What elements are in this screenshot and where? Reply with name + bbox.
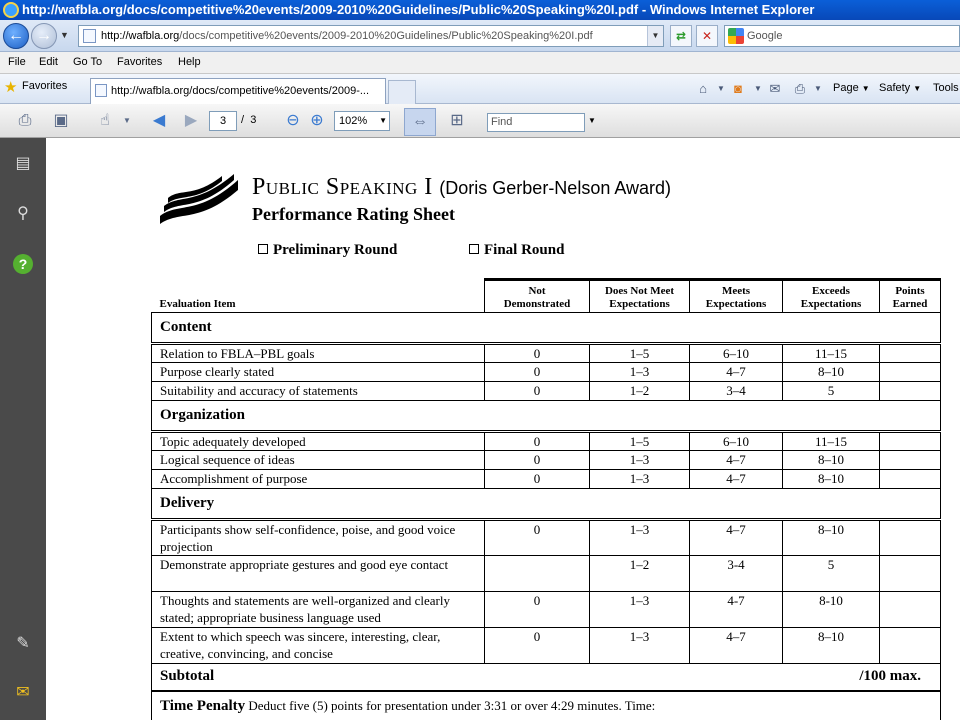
score-cell: 1–3	[590, 520, 690, 556]
score-cell: 0	[485, 592, 590, 628]
score-cell: 6–10	[690, 432, 783, 451]
zoom-in-icon[interactable]: ⊕	[310, 112, 324, 129]
checkbox-icon	[469, 244, 479, 254]
menu-go-to[interactable]: Go To	[73, 56, 103, 68]
stop-icon: ✕	[701, 29, 713, 43]
document-title	[252, 174, 671, 201]
refresh-icon: ⇄	[675, 29, 687, 43]
score-cell: 0	[485, 363, 590, 382]
document-subtitle: Performance Rating Sheet	[252, 204, 455, 224]
home-icon[interactable]: ⌂	[699, 81, 707, 96]
forward-button[interactable]	[31, 23, 57, 49]
score-cell: 0	[485, 628, 590, 664]
url-dropdown-icon[interactable]: ▼	[647, 26, 663, 46]
column-header-line: Points	[895, 285, 925, 297]
column-header-meets	[690, 280, 783, 313]
tab-title: http://wafbla.org/docs/competitive%20events/2009-...	[111, 85, 370, 97]
find-dropdown-icon[interactable]: ▼	[588, 116, 596, 125]
evaluation-item: Extent to which speech was sincere, interesting, clear, creative, convincing, and concise	[152, 628, 485, 664]
stop-button[interactable]	[696, 25, 718, 47]
new-tab-button[interactable]	[388, 80, 416, 104]
fit-width-button[interactable]	[404, 108, 436, 136]
score-cell: 4–7	[690, 628, 783, 664]
score-cell: 1–3	[590, 451, 690, 470]
evaluation-item: Thoughts and statements are well-organized and clearly stated; appropriate business language used	[152, 592, 485, 628]
table-row	[152, 556, 941, 592]
column-header-line: Demonstrated	[503, 298, 571, 310]
tab-page-icon	[95, 84, 107, 97]
attachments-paperclip-icon[interactable]: ✎	[16, 635, 30, 652]
score-cell: 1–3	[590, 363, 690, 382]
points-earned-cell	[880, 451, 941, 470]
find-binoculars-icon[interactable]: ⚲	[17, 205, 29, 222]
time-penalty-cell	[152, 691, 941, 720]
score-cell: 3-4	[690, 556, 783, 592]
home-dropdown-icon[interactable]: ▼	[717, 84, 725, 93]
menu-bar	[0, 52, 960, 74]
score-cell: 1–5	[590, 344, 690, 363]
select-tool-dropdown-icon[interactable]: ▼	[123, 116, 131, 125]
forward-arrow-icon: →	[36, 27, 52, 44]
score-cell: 4–7	[690, 520, 783, 556]
evaluation-item: Accomplishment of purpose	[152, 470, 485, 489]
column-header-points-earned	[880, 280, 941, 313]
column-header-exceeds	[783, 280, 880, 313]
preliminary-round-label: Preliminary Round	[273, 242, 398, 258]
points-earned-cell	[880, 592, 941, 628]
table-row	[152, 470, 941, 489]
page-number-input[interactable]	[209, 111, 237, 131]
next-page-icon[interactable]: ▶	[184, 112, 198, 129]
score-cell: 3–4	[690, 382, 783, 401]
points-earned-cell	[880, 344, 941, 363]
browser-tab[interactable]	[90, 78, 386, 104]
score-cell: 1–3	[590, 470, 690, 489]
score-cell: 1–2	[590, 556, 690, 592]
score-cell: 1–3	[590, 592, 690, 628]
section-row-content	[152, 313, 941, 344]
score-cell: 11–15	[783, 432, 880, 451]
evaluation-item-header: Evaluation Item	[152, 280, 485, 313]
points-earned-cell	[880, 520, 941, 556]
evaluation-item: Demonstrate appropriate gestures and good eye contact	[152, 556, 485, 592]
score-cell: 4–7	[690, 363, 783, 382]
score-cell: 8–10	[783, 628, 880, 664]
search-input[interactable]	[724, 25, 960, 47]
safety-menu-dropdown-icon: ▼	[913, 84, 922, 93]
score-cell: 11–15	[783, 344, 880, 363]
points-earned-cell	[880, 363, 941, 382]
url-path: /docs/competitive%20events/2009-2010%20Guidelines/Public%20Speaking%20I.pdf	[179, 30, 593, 42]
score-cell: 0	[485, 470, 590, 489]
final-round-option[interactable]	[469, 242, 564, 259]
evaluation-item: Suitability and accuracy of statements	[152, 382, 485, 401]
zoom-out-icon[interactable]: ⊖	[286, 112, 300, 129]
score-cell: 5	[783, 556, 880, 592]
points-earned-cell	[880, 432, 941, 451]
print-dropdown-icon[interactable]: ▼	[814, 84, 822, 93]
score-cell: 8–10	[783, 520, 880, 556]
section-title: Organization	[152, 401, 941, 432]
subtotal-row	[152, 664, 941, 691]
subtotal-label: Subtotal	[160, 668, 215, 685]
page-separator: /	[241, 114, 245, 126]
back-arrow-icon: ←	[8, 27, 24, 44]
section-title: Delivery	[152, 489, 941, 520]
favorites-label: Favorites	[22, 80, 68, 92]
section-row-organization	[152, 401, 941, 432]
column-header-line: Meets	[721, 285, 751, 297]
page-menu-dropdown-icon: ▼	[861, 84, 870, 93]
zoom-level: 102%	[339, 115, 368, 127]
evaluation-item: Relation to FBLA–PBL goals	[152, 344, 485, 363]
pages-panel-icon[interactable]: ▤	[15, 155, 31, 172]
previous-page-icon[interactable]: ◀	[152, 112, 166, 129]
table-row	[152, 363, 941, 382]
column-header-line: Does Not Meet	[604, 285, 675, 297]
address-bar	[0, 20, 960, 52]
score-cell: 4–7	[690, 470, 783, 489]
time-penalty-row	[152, 691, 941, 720]
subtotal-max: /100 max.	[859, 668, 921, 685]
score-cell: 1–3	[590, 628, 690, 664]
page-menu-label: Page	[833, 82, 859, 94]
menu-file[interactable]: File	[8, 56, 26, 68]
performance-rating-table	[151, 278, 941, 720]
safety-menu-label: Safety	[879, 82, 911, 94]
column-header-not-demonstrated	[485, 280, 590, 313]
score-cell: 0	[485, 451, 590, 470]
section-title: Content	[152, 313, 941, 344]
comments-icon[interactable]: ✉	[16, 684, 30, 701]
subtotal-cell	[152, 664, 941, 691]
evaluation-item: Topic adequately developed	[152, 432, 485, 451]
tools-menu[interactable]: Tools	[933, 82, 959, 94]
pdf-save-icon[interactable]: ▣	[53, 112, 69, 129]
window-title-bar	[0, 0, 960, 20]
recent-pages-dropdown-icon[interactable]: ▼	[60, 30, 69, 40]
score-cell: 1–5	[590, 432, 690, 451]
favorites-button[interactable]	[4, 79, 68, 96]
score-cell: 6–10	[690, 344, 783, 363]
find-placeholder: Find	[491, 116, 513, 128]
window-title: http://wafbla.org/docs/competitive%20events/2009-2010%20Guidelines/Public%20Speaking%20I.pdf - Windows Internet Explorer	[22, 2, 815, 17]
preliminary-round-option[interactable]	[258, 242, 397, 259]
table-row	[152, 592, 941, 628]
column-header-line: Not	[528, 285, 546, 297]
find-input[interactable]	[487, 113, 585, 132]
url-input[interactable]	[78, 25, 664, 47]
ie-logo-icon	[3, 2, 19, 18]
column-header-line: Exceeds	[812, 285, 850, 297]
star-icon: ★	[4, 79, 18, 96]
safety-menu[interactable]	[879, 82, 921, 94]
url-domain: http://wafbla.org	[101, 30, 180, 42]
score-cell: 0	[485, 432, 590, 451]
time-penalty-text: Deduct five (5) points for presentation under 3:31 or over 4:29 minutes. Time:	[248, 698, 656, 713]
table-row	[152, 432, 941, 451]
table-row	[152, 344, 941, 363]
column-header-does-not-meet	[590, 280, 690, 313]
score-cell: 0	[485, 382, 590, 401]
favorites-bar	[0, 74, 960, 104]
total-pages: 3	[250, 114, 257, 126]
column-header-line: Expectations	[800, 298, 862, 310]
help-icon[interactable]: ?	[13, 254, 33, 274]
back-button[interactable]	[3, 23, 29, 49]
menu-edit[interactable]: Edit	[39, 56, 58, 68]
event-name: Public Speaking I	[252, 174, 433, 200]
table-row	[152, 382, 941, 401]
column-header-line: Earned	[892, 298, 928, 310]
score-cell: 8-10	[783, 592, 880, 628]
fit-page-icon[interactable]: ⊞	[450, 112, 464, 129]
evaluation-item: Logical sequence of ideas	[152, 451, 485, 470]
score-cell: 4-7	[690, 592, 783, 628]
table-row	[152, 451, 941, 470]
score-cell: 0	[485, 344, 590, 363]
score-cell: 8–10	[783, 363, 880, 382]
column-header-line: Expectations	[609, 298, 670, 310]
score-cell: 1–2	[590, 382, 690, 401]
evaluation-item: Participants show self-confidence, poise, and good voice projection	[152, 520, 485, 556]
print-icon[interactable]: ⎙	[794, 81, 806, 96]
score-cell: 8–10	[783, 470, 880, 489]
score-cell: 0	[485, 520, 590, 556]
evaluation-item: Purpose clearly stated	[152, 363, 485, 382]
time-penalty-label: Time Penalty	[160, 698, 246, 714]
column-header-line: Expectations	[705, 298, 767, 310]
feeds-dropdown-icon[interactable]: ▼	[754, 84, 762, 93]
points-earned-cell	[880, 470, 941, 489]
points-earned-cell	[880, 556, 941, 592]
menu-help[interactable]: Help	[178, 56, 201, 68]
section-row-delivery	[152, 489, 941, 520]
page-menu[interactable]	[833, 82, 870, 94]
checkbox-icon	[258, 244, 268, 254]
page-icon	[83, 29, 96, 43]
pdf-document-page	[46, 138, 960, 720]
search-placeholder: Google	[747, 30, 783, 42]
table-header-row	[152, 280, 941, 313]
award-name: (Doris Gerber-Nelson Award)	[439, 178, 672, 198]
refresh-button[interactable]	[670, 25, 692, 47]
mail-icon[interactable]: ✉	[769, 81, 781, 96]
fbla-flag-logo-icon	[158, 172, 240, 226]
score-cell: 5	[783, 382, 880, 401]
points-earned-cell	[880, 382, 941, 401]
score-cell	[485, 556, 590, 592]
menu-favorites[interactable]: Favorites	[117, 56, 163, 68]
pdf-toolbar	[0, 104, 960, 138]
google-icon	[728, 28, 744, 44]
table-row	[152, 628, 941, 664]
fit-width-icon: ⇔	[412, 113, 428, 130]
page-count	[241, 114, 256, 126]
score-cell: 4–7	[690, 451, 783, 470]
points-earned-cell	[880, 628, 941, 664]
final-round-label: Final Round	[484, 242, 565, 258]
current-page: 3	[219, 115, 227, 127]
pdf-print-icon[interactable]: ⎙	[18, 112, 32, 129]
table-row	[152, 520, 941, 556]
score-cell: 8–10	[783, 451, 880, 470]
pdf-select-tool-icon[interactable]: ☝	[100, 112, 110, 129]
feeds-icon[interactable]: ◙	[734, 81, 742, 96]
zoom-dropdown-icon: ▼	[379, 116, 387, 125]
pdf-navigation-panel	[0, 138, 46, 720]
zoom-level-select[interactable]	[334, 111, 390, 131]
